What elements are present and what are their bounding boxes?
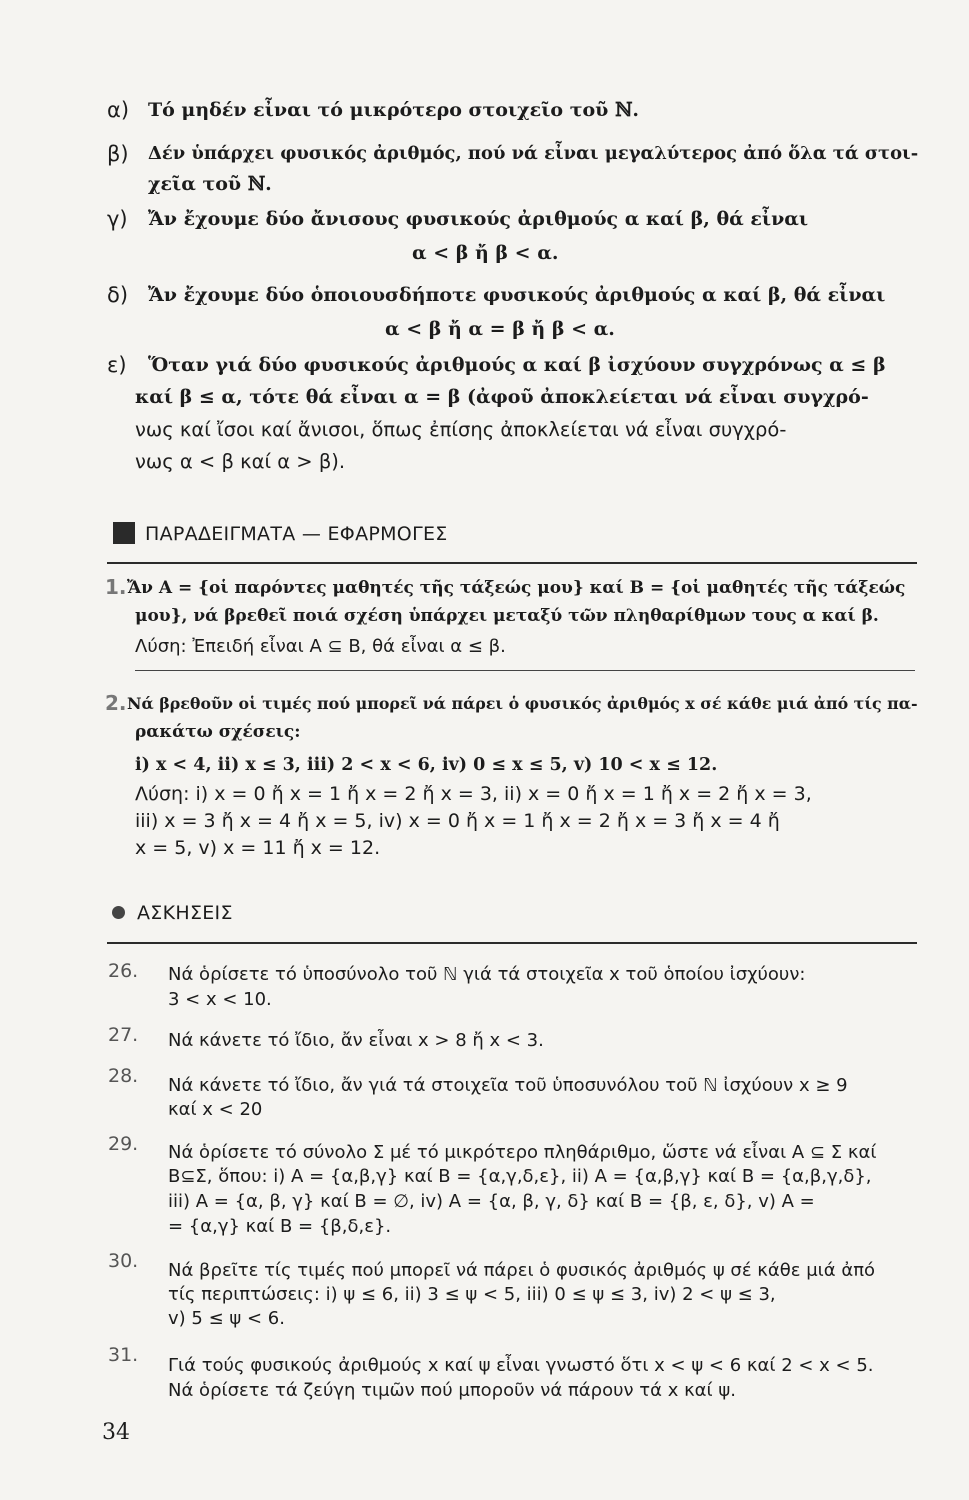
statement-formula: α < β ἤ α = β ἤ β < α. <box>385 318 615 340</box>
exercise-number: 27. <box>108 1024 139 1046</box>
statement-text: Ἄν ἔχουμε δύο ἄνισους φυσικούς ἀριθμούς α καί β, θά εἶναι <box>148 208 809 230</box>
example-solution: x = 5, v) x = 11 ἤ x = 12. <box>135 837 381 859</box>
divider <box>107 562 917 564</box>
statement-text: χεῖα τοῦ ℕ. <box>148 173 272 195</box>
exercise-number: 26. <box>108 960 139 982</box>
exercise-text: = {α,γ} καί B = {β,δ,ε}. <box>168 1216 392 1237</box>
divider <box>107 942 917 944</box>
statement-text: καί β ≤ α, τότε θά εἶναι α = β (ἀφοῦ ἀποκλείεται νά εἶναι συγχρό- <box>135 386 869 408</box>
exercise-text: Γιά τούς φυσικούς ἀριθμούς x καί ψ εἶναι γνωστό ὅτι x < ψ < 6 καί 2 < x < 5. <box>168 1355 874 1376</box>
exercise-number: 30. <box>108 1250 139 1272</box>
example-text: ρακάτω σχέσεις: <box>135 722 301 742</box>
exercise-text: Νά βρεῖτε τίς τιμές πού μπορεῖ νά πάρει ὁ φυσικός ἀριθμός ψ σέ κάθε μιά ἀπό <box>168 1260 876 1281</box>
statement-label: δ) <box>107 283 129 307</box>
statement-label: α) <box>107 98 130 122</box>
exercise-text: Νά κάνετε τό ἴδιο, ἄν εἶναι x > 8 ἤ x < 3. <box>168 1030 544 1051</box>
exercise-text: Νά ὁρίσετε τό ὑποσύνολο τοῦ ℕ γιά τά στοιχεῖα x τοῦ ὁποίου ἰσχύουν: <box>168 964 806 985</box>
exercise-text: Νά κάνετε τό ἴδιο, ἄν γιά τά στοιχεῖα τοῦ ὑποσυνόλου τοῦ ℕ ἰσχύουν x ≥ 9 <box>168 1075 848 1096</box>
exercise-text: Νά ὁρίσετε τά ζεύγη τιμῶν πού μποροῦν νά πάρουν τά x καί ψ. <box>168 1380 736 1401</box>
example-text: Ἄν A = {οἱ παρόντες μαθητές τῆς τάξεώς μου} καί B = {οἱ μαθητές τῆς τάξεώς <box>127 578 906 598</box>
statement-text: νως καί ἴσοι καί ἄνισοι, ὅπως ἐπίσης ἀποκλείεται νά εἶναι συγχρό- <box>135 418 787 441</box>
exercise-text: B⊆Σ, ὅπου: i) A = {α,β,γ} καί B = {α,γ,δ,ε}, ii) A = {α,β,γ} καί B = {α,β,γ,δ}, <box>168 1166 872 1187</box>
statement-text: Ὅταν γιά δύο φυσικούς ἀριθμούς α καί β ἰσχύουν συγχρόνως α ≤ β <box>148 354 886 376</box>
example-text: μου}, νά βρεθεῖ ποιά σχέση ὑπάρχει μεταξύ τῶν πληθαρίθμων τους α καί β. <box>135 606 879 626</box>
statement-label: ε) <box>107 353 127 377</box>
exercise-text: τίς περιπτώσεις: i) ψ ≤ 6, ii) 3 ≤ ψ < 5, iii) 0 ≤ ψ ≤ 3, iv) 2 < ψ ≤ 3, <box>168 1284 776 1305</box>
examples-heading <box>113 522 448 545</box>
exercise-number: 29. <box>108 1133 139 1155</box>
square-bullet-icon <box>113 522 135 544</box>
example-solution: iii) x = 3 ἤ x = 4 ἤ x = 5, iv) x = 0 ἤ x = 1 ἤ x = 2 ἤ x = 3 ἤ x = 4 ἤ <box>135 810 780 832</box>
exercise-text: Νά ὁρίσετε τό σύνολο Σ μέ τό μικρότερο πληθάριθμο, ὥστε νά εἶναι A ⊆ Σ καί <box>168 1142 877 1163</box>
example-number: 1. <box>105 575 127 599</box>
statement-label: β) <box>107 142 129 166</box>
statement-text: Ἄν ἔχουμε δύο ὁποιουσδήποτε φυσικούς ἀριθμούς α καί β, θά εἶναι <box>148 284 886 306</box>
example-number: 2. <box>105 691 127 715</box>
exercise-number: 28. <box>108 1065 139 1087</box>
page-number: 34 <box>102 1420 130 1445</box>
circle-bullet-icon <box>112 906 125 919</box>
statement-label: γ) <box>107 207 128 231</box>
statement-text: Δέν ὑπάρχει φυσικός ἀριθμός, πού νά εἶναι μεγαλύτερος ἀπό ὅλα τά στοι- <box>148 143 919 164</box>
example-text: i) x < 4, ii) x ≤ 3, iii) 2 < x < 6, iv) 0 ≤ x ≤ 5, v) 10 < x ≤ 12. <box>135 755 718 775</box>
divider <box>135 670 915 671</box>
exercises-heading-text: ΑΣΚΗΣΕΙΣ <box>137 902 233 924</box>
example-solution: Λύση: Ἐπειδή εἶναι A ⊆ B, θά εἶναι α ≤ β. <box>135 636 506 657</box>
exercise-text: iii) A = {α, β, γ} καί B = ∅, iv) A = {α, β, γ, δ} καί B = {β, ε, δ}, v) A = <box>168 1191 815 1212</box>
exercises-heading <box>110 902 233 924</box>
statement-text: Τό μηδέν εἶναι τό μικρότερο στοιχεῖο τοῦ ℕ. <box>148 99 639 121</box>
example-solution: Λύση: i) x = 0 ἤ x = 1 ἤ x = 2 ἤ x = 3, ii) x = 0 ἤ x = 1 ἤ x = 2 ἤ x = 3, <box>135 783 812 805</box>
exercise-text: v) 5 ≤ ψ < 6. <box>168 1308 285 1329</box>
statement-formula: α < β ἤ β < α. <box>412 242 559 264</box>
exercise-text: καί x < 20 <box>168 1099 263 1120</box>
exercise-text: 3 < x < 10. <box>168 989 272 1010</box>
exercise-number: 31. <box>108 1344 139 1366</box>
example-text: Νά βρεθοῦν οἱ τιμές πού μπορεῖ νά πάρει ὁ φυσικός ἀριθμός x σέ κάθε μιά ἀπό τίς πα- <box>127 694 918 713</box>
examples-heading-text: ΠΑΡΑΔΕΙΓΜΑΤΑ — ΕΦΑΡΜΟΓΕΣ <box>145 523 448 545</box>
statement-text: νως α < β καί α > β). <box>135 450 346 473</box>
